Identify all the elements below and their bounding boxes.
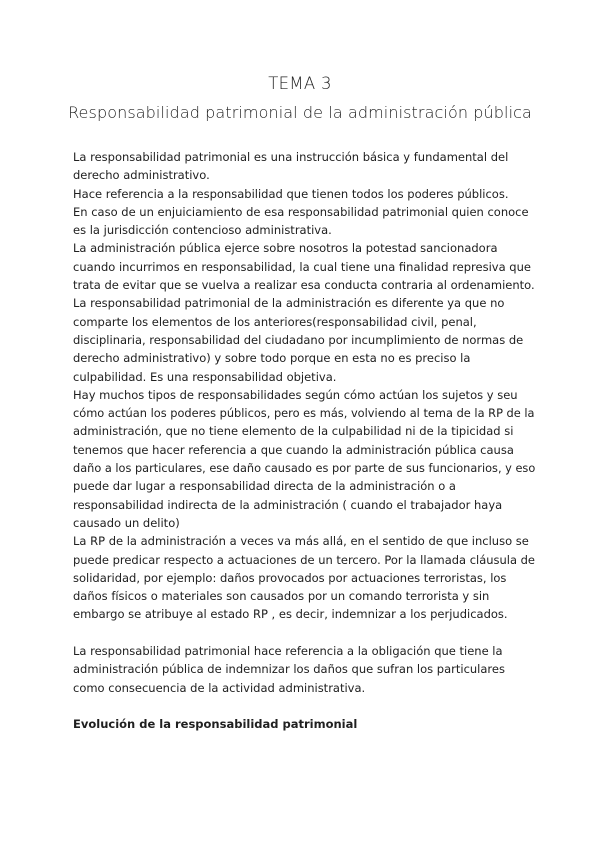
text-line: puede predicar respecto a actuaciones de un tercero. Por la llamada cláusula de (73, 552, 535, 567)
text-line: responsabilidad indirecta de la administración ( cuando el trabajador haya (73, 497, 503, 512)
text-line: solidaridad, por ejemplo: daños provocados por actuaciones terroristas, los (73, 570, 507, 585)
text-line: administración pública de indemnizar los daños que sufran los particulares (73, 662, 505, 677)
text-line: daño a los particulares, ese daño causado es por parte de sus funcionarios, y eso (73, 461, 536, 476)
paragraph-gap (73, 624, 535, 642)
text-line: cuando incurrimos en responsabilidad, la cual tiene una finalidad represiva que (73, 259, 531, 274)
text-line: La responsabilidad patrimonial de la administración es diferente ya que no (73, 296, 505, 311)
text-line: puede dar lugar a responsabilidad directa de la administración o a (73, 479, 456, 494)
text-line: embargo se atribuye al estado RP , es decir, indemnizar a los perjudicados. (73, 607, 508, 622)
text-line: es la jurisdicción contencioso administrativa. (73, 223, 332, 238)
page-subtitle: Responsabilidad patrimonial de la administración pública (68, 103, 532, 122)
text-line: trata de evitar que se vuelva a realizar esa conducta contraria al ordenamiento. (73, 278, 535, 293)
text-line: tenemos que hacer referencia a que cuando la administración pública causa (73, 442, 514, 457)
text-line: administración, que no tiene elemento de la culpabilidad ni de la tipicidad si (73, 424, 514, 439)
text-line: La RP de la administración a veces va más allá, en el sentido de que incluso se (73, 534, 529, 549)
text-line: La responsabilidad patrimonial hace referencia a la obligación que tiene la (73, 644, 503, 659)
text-line: cómo actúan los poderes públicos, pero es más, volviendo al tema de la RP de la (73, 406, 535, 421)
text-line: En caso de un enjuiciamiento de esa responsabilidad patrimonial quien conoce (73, 204, 529, 219)
text-line: La responsabilidad patrimonial es una instrucción básica y fundamental del (73, 150, 509, 164)
text-line: Hace referencia a la responsabilidad que tienen todos los poderes públicos. (73, 186, 509, 201)
text-line: derecho administrativo. (73, 168, 210, 183)
text-line: culpabilidad. Es una responsabilidad objetiva. (73, 369, 337, 384)
text-line: derecho administrativo) y sobre todo porque en esta no es preciso la (73, 351, 471, 366)
text-line: Hay muchos tipos de responsabilidades según cómo actúan los sujetos y seu (73, 387, 518, 402)
text-line: disciplinaria, responsabilidad del ciudadano por incumplimiento de normas de (73, 332, 524, 347)
section-heading: Evolución de la responsabilidad patrimonial (73, 717, 358, 732)
text-line: causado un delito) (73, 515, 180, 530)
paragraph-gap (73, 697, 535, 715)
text-line: daños físicos o materiales son causados por un comando terrorista y sin (73, 589, 490, 604)
text-line: La administración pública ejerce sobre nosotros la potestad sancionadora (73, 241, 498, 256)
document-body (73, 148, 535, 734)
page-title: TEMA 3 (268, 74, 332, 93)
text-line: comparte los elementos de los anteriores(responsabilidad civil, penal, (73, 314, 477, 329)
text-line: como consecuencia de la actividad administrativa. (73, 680, 366, 695)
